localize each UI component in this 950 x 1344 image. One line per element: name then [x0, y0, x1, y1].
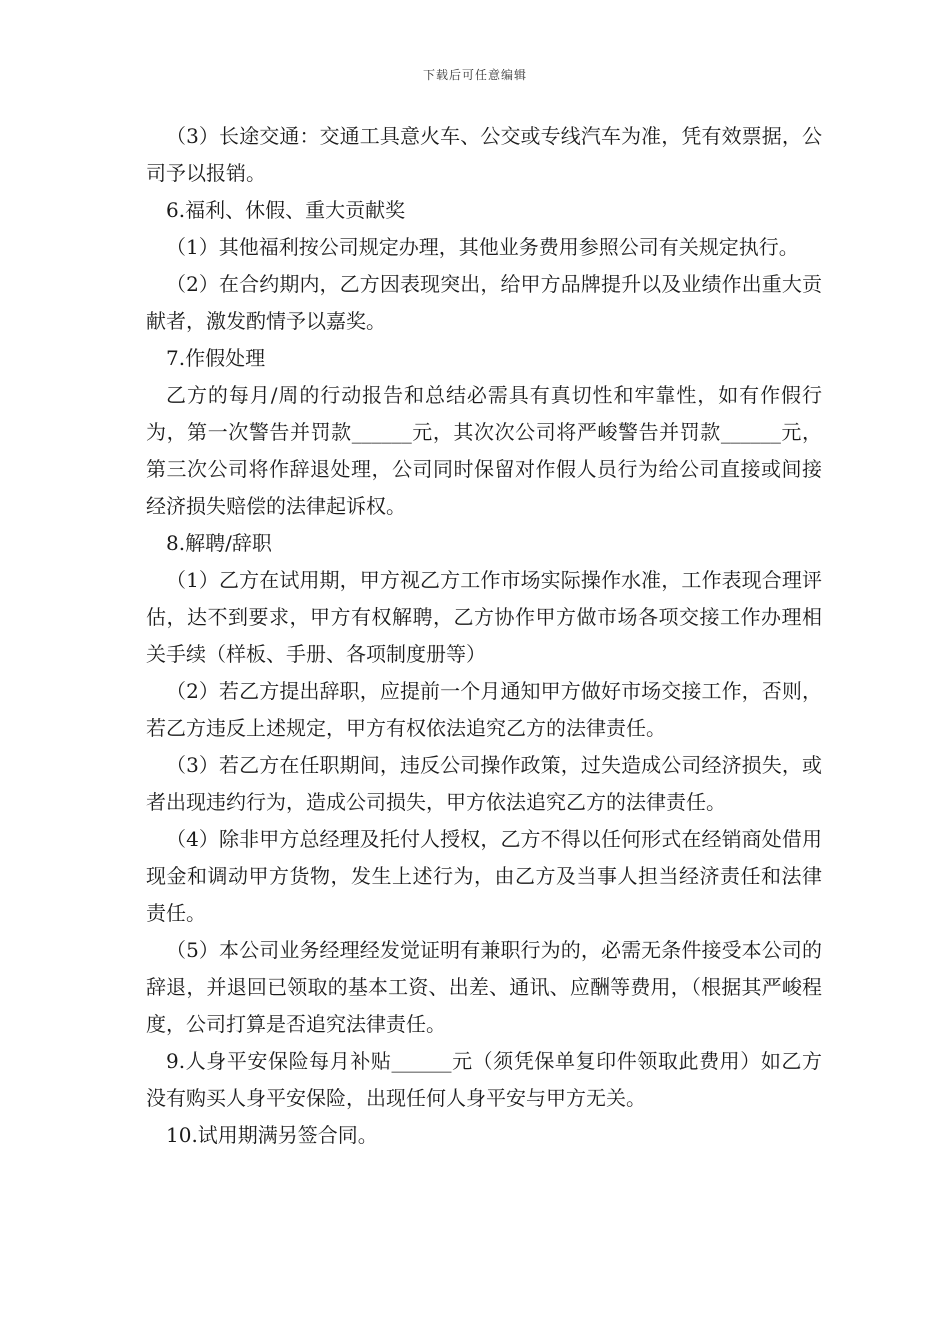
paragraph-long-distance-transport: （3）长途交通：交通工具意火车、公交或专线汽车为准，凭有效票据，公司予以报销。 [146, 124, 822, 185]
section-heading-dismissal: 8.解聘/辞职 [166, 531, 272, 555]
paragraph-dismissal-3: （3）若乙方在任职期间，违反公司操作政策，过失造成公司经济损失，或者出现违约行为，造成公司损失，甲方依法追究乙方的法律责任。 [146, 753, 822, 814]
paragraph-dismissal-4: （4）除非甲方总经理及托付人授权，乙方不得以任何形式在经销商处借用现金和调动甲方货物，发生上述行为，由乙方及当事人担当经济责任和法律责任。 [146, 827, 822, 925]
document-body [146, 118, 822, 1154]
section-heading-probation: 10.试用期满另签合同。 [166, 1123, 378, 1147]
paragraph-dismissal-2: （2）若乙方提出辞职，应提前一个月通知甲方做好市场交接工作，否则，若乙方违反上述规定，甲方有权依法追究乙方的法律责任。 [146, 679, 822, 740]
page-header: 下载后可任意编辑 [422, 68, 527, 82]
paragraph-insurance: 9.人身平安保险每月补贴______元（须凭保单复印件领取此费用）如乙方没有购买人身平安保险，出现任何人身平安与甲方无关。 [146, 1049, 822, 1110]
paragraph-dismissal-1: （1）乙方在试用期，甲方视乙方工作市场实际操作水准，工作表现合理评估，达不到要求，甲方有权解聘，乙方协作甲方做市场各项交接工作办理相关手续（样板、手册、各项制度册等） [146, 568, 822, 666]
section-heading-benefits: 6.福利、休假、重大贡献奖 [166, 198, 406, 222]
section-heading-fraud: 7.作假处理 [166, 346, 266, 370]
paragraph-benefits-2: （2）在合约期内，乙方因表现突出，给甲方品牌提升以及业绩作出重大贡献者，激发酌情予以嘉奖。 [146, 272, 822, 333]
paragraph-dismissal-5: （5）本公司业务经理经发觉证明有兼职行为的，必需无条件接受本公司的辞退，并退回已领取的基本工资、出差、通讯、应酬等费用，（根据其严峻程度，公司打算是否追究法律责任。 [146, 938, 822, 1036]
paragraph-fraud: 乙方的每月/周的行动报告和总结必需具有真切性和牢靠性，如有作假行为，第一次警告并罚款______元，其次次公司将严峻警告并罚款______元，第三次公司将作辞退处理，公司同时保留对作假人员行为给公司直接或间接经济损失赔偿的法律起诉权。 [146, 383, 822, 518]
paragraph-benefits-1: （1）其他福利按公司规定办理，其他业务费用参照公司有关规定执行。 [166, 235, 799, 259]
